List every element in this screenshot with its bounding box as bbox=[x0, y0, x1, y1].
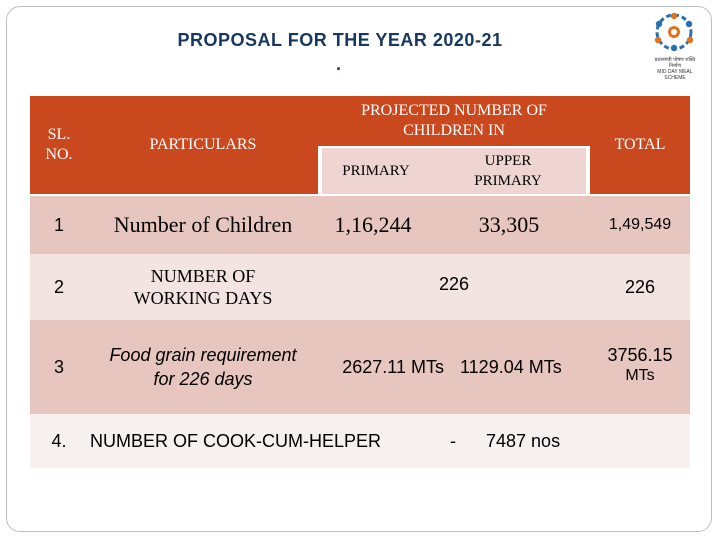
row-2-merged-days bbox=[318, 254, 590, 320]
row-3-primary bbox=[318, 320, 450, 414]
row-1-sl bbox=[30, 196, 88, 254]
row-4-dash bbox=[430, 414, 476, 468]
row-3-primary-value: 2627.11 MTs bbox=[342, 356, 444, 377]
row-1-particulars bbox=[88, 196, 318, 254]
row-3-sl bbox=[30, 320, 88, 414]
row-4-value bbox=[476, 414, 590, 468]
row-2-particulars bbox=[88, 254, 318, 320]
header-sl-no bbox=[30, 96, 88, 194]
header-primary-label: PRIMARY bbox=[342, 162, 410, 179]
row-4-dash-value: - bbox=[450, 430, 456, 451]
row-3-total-line1: 3756.15 bbox=[607, 345, 673, 365]
row-2-particulars-text: NUMBER OF WORKING DAYS bbox=[133, 266, 273, 308]
row-1-upper-primary bbox=[428, 196, 590, 254]
row-3-total-line2: MTs bbox=[625, 367, 655, 384]
header-projected-label: PROJECTED NUMBER OF CHILDREN IN bbox=[361, 102, 547, 139]
row-1-primary-value: 1,16,244 bbox=[334, 212, 412, 237]
header-total bbox=[590, 96, 690, 194]
row-1-total bbox=[590, 196, 690, 254]
row-1-upper-primary-value: 33,305 bbox=[478, 212, 540, 237]
row-4-particulars-text: NUMBER OF COOK-CUM-HELPER bbox=[90, 430, 382, 451]
title-dot: . bbox=[336, 54, 342, 74]
header-particulars bbox=[88, 96, 318, 194]
row-2-total bbox=[590, 254, 690, 320]
row-2-sl bbox=[30, 254, 88, 320]
header-upper-primary bbox=[430, 148, 586, 194]
row-3-particulars-text: Food grain requirement for 226 days bbox=[109, 345, 297, 389]
logo-caption-english: MID DAY MEAL SCHEME bbox=[657, 69, 693, 81]
row-3-sl-value: 3 bbox=[53, 356, 64, 377]
row-1-total-value: 1,49,549 bbox=[608, 216, 672, 233]
row-1-primary bbox=[318, 196, 428, 254]
header-sl-no-label: SL. NO. bbox=[45, 126, 73, 163]
header-projected bbox=[318, 96, 590, 146]
header-particulars-label: PARTICULARS bbox=[149, 136, 257, 153]
row-2-merged-value: 226 bbox=[438, 274, 470, 294]
header-total-label: TOTAL bbox=[614, 136, 666, 153]
row-3-upper-primary bbox=[450, 320, 590, 414]
row-3-upper-primary-value: 1129.04 MTs bbox=[460, 356, 562, 377]
logo-caption-hindi: प्रधानमंत्री पोषण शक्ति निर्माण bbox=[654, 57, 696, 69]
row-1-sl-value: 1 bbox=[53, 214, 64, 235]
row-2-total-value: 226 bbox=[624, 276, 656, 297]
row-3-total bbox=[590, 320, 690, 414]
page-title: PROPOSAL FOR THE YEAR 2020-21 bbox=[177, 30, 503, 50]
row-3-particulars bbox=[88, 320, 318, 414]
row-2-sl-value: 2 bbox=[53, 276, 64, 297]
row-4-sl-value: 4. bbox=[51, 430, 67, 451]
header-upper-primary-label: UPPER PRIMARY bbox=[474, 153, 542, 189]
row-4-total-empty bbox=[590, 414, 690, 468]
header-primary bbox=[322, 148, 430, 194]
row-4-value-text: 7487 nos bbox=[486, 430, 561, 451]
row-4-sl bbox=[30, 414, 88, 468]
logo-caption bbox=[648, 57, 702, 81]
row-1-particulars-text: Number of Children bbox=[113, 212, 293, 237]
row-4-particulars bbox=[88, 414, 430, 468]
